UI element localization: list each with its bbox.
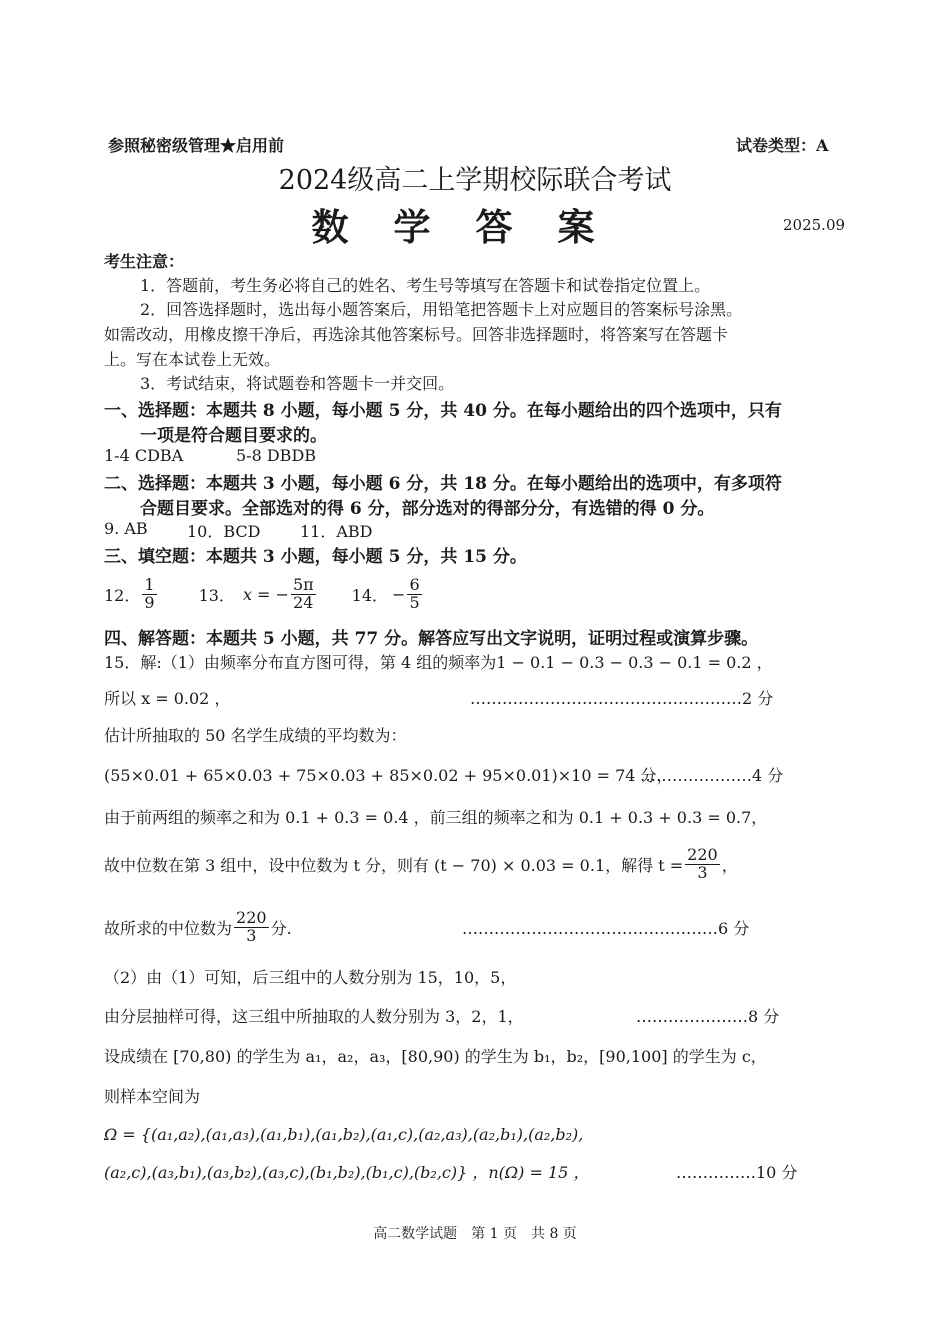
q13-lhs: x = − xyxy=(242,584,289,604)
notice-item-1: 1．答题前，考生务必将自己的姓名、考生号等填写在答题卡和试卷指定位置上。 xyxy=(140,276,711,295)
q12-denominator: 9 xyxy=(144,592,155,612)
q13-numerator: 5π xyxy=(292,574,314,594)
section-1-heading-cont: 一项是符合题目要求的。 xyxy=(140,426,327,446)
q13-fraction xyxy=(291,574,316,612)
median-denominator: 3 xyxy=(697,862,708,882)
subject-title: 数 学 答 案 xyxy=(311,205,599,249)
notice-label: 考生注意： xyxy=(104,252,185,271)
q15-score-10: ……………10 分 xyxy=(676,1163,798,1182)
q15-score-4: …………………4 分 xyxy=(640,766,784,785)
q15-part-2-line-4: 则样本空间为 xyxy=(104,1087,201,1106)
q15-line-5: 由于前两组的频率之和为 0.1 + 0.3 = 0.4 ，前三组的频率之和为 0.1 + 0.3 + 0.3 = 0.7， xyxy=(104,808,768,827)
notice-item-2-line-3: 上。写在本试卷上无效。 xyxy=(104,350,281,369)
q13-label: 13． xyxy=(198,585,235,605)
exam-date: 2025.09 xyxy=(783,216,846,234)
q14-label: 14． xyxy=(351,585,389,605)
median-fraction xyxy=(685,844,720,882)
q15-line-7-end: 分. xyxy=(270,918,292,938)
q15-line-6 xyxy=(104,840,738,888)
median-numerator: 220 xyxy=(687,844,718,864)
page-footer: 高二数学试题 第 1 页 共 8 页 xyxy=(373,1226,577,1242)
q14-fraction xyxy=(407,574,421,612)
section-4-heading: 四、解答题：本题共 5 小题，共 77 分。解答应写出文字说明，证明过程或演算步骤。 xyxy=(104,629,759,649)
q15-line-1: 15．解:（1）由频率分布直方图可得，第 4 组的频率为1 − 0.1 − 0.3 − 0.3 − 0.1 = 0.2 ， xyxy=(104,653,773,672)
q15-line-6-text: 故中位数在第 3 组中，设中位数为 t 分，则有 (t − 70) × 0.03 = 0.1，解得 t = xyxy=(104,855,684,875)
q12-numerator: 1 xyxy=(144,574,155,594)
answer-q9: 9. AB xyxy=(104,519,148,538)
q14-denominator: 5 xyxy=(409,592,420,612)
section-1-answers-5-8: 5-8 DBDB xyxy=(236,446,317,465)
q14-sign: − xyxy=(392,584,406,604)
section-1-heading: 一、选择题：本题共 8 小题，每小题 5 分，共 40 分。在每小题给出的四个选项中，只有 xyxy=(104,401,782,421)
answer-q10: 10．BCD xyxy=(187,522,261,541)
q15-part-2-line-3: 设成绩在 [70,80) 的学生为 a₁，a₂，a₃，[80,90) 的学生为 b₁，b₂，[90,100] 的学生为 c， xyxy=(104,1047,767,1066)
q13-denominator: 24 xyxy=(293,592,314,612)
section-3-heading: 三、填空题：本题共 3 小题，每小题 5 分，共 15 分。 xyxy=(104,547,527,567)
secrecy-label: 参照秘密级管理★启用前 xyxy=(108,136,285,155)
q15-part-2-line-2: 由分层抽样可得，这三组中所抽取的人数分别为 3，2，1， xyxy=(104,1007,524,1026)
q15-line-7 xyxy=(104,903,292,951)
q12-fraction xyxy=(142,574,156,612)
fill-in-answers xyxy=(104,570,424,618)
q15-line-2: 所以 x = 0.02 ， xyxy=(104,689,231,708)
section-1-answers-1-4: 1-4 CDBA xyxy=(104,446,184,465)
notice-item-3: 3．考试结束，将试题卷和答题卡一并交回。 xyxy=(140,374,455,393)
q15-part-2-line-1: （2）由（1）可知，后三组中的人数分别为 15，10，5， xyxy=(104,968,517,987)
q12-label: 12． xyxy=(104,585,141,605)
q15-score-6: …………………………………………6 分 xyxy=(462,919,750,938)
paper-type: 试卷类型：A xyxy=(736,136,829,155)
section-2-heading-cont: 合题目要求。全部选对的得 6 分，部分选对的得部分分，有选错的得 0 分。 xyxy=(140,499,715,519)
sample-space-line-2: (a₂,c),(a₃,b₁),(a₃,b₂),(a₃,c),(b₁,b₂),(b₁,c),(b₂,c)} ，n(Ω) = 15 ， xyxy=(104,1163,590,1182)
section-2-heading: 二、选择题：本题共 3 小题，每小题 6 分，共 18 分。在每小题给出的选项中，有多项符 xyxy=(104,474,782,494)
sample-space-line-1: Ω = {(a₁,a₂),(a₁,a₃),(a₁,b₁),(a₁,b₂),(a₁,c),(a₂,a₃),(a₂,b₁),(a₂,b₂), xyxy=(104,1125,584,1144)
q15-score-2: ……………………………………………2 分 xyxy=(470,689,774,708)
median-result-fraction xyxy=(234,907,269,945)
median-result-denominator: 3 xyxy=(246,925,257,945)
notice-item-2-line-2: 如需改动，用橡皮擦干净后，再选涂其他答案标号。回答非选择题时，将答案写在答题卡 xyxy=(104,325,729,344)
q15-line-4: (55×0.01 + 65×0.03 + 75×0.03 + 85×0.02 + 95×0.01)×10 = 74 分， xyxy=(104,766,673,785)
q15-line-3: 估计所抽取的 50 名学生成绩的平均数为： xyxy=(104,726,407,745)
q14-numerator: 6 xyxy=(409,574,420,594)
q15-line-6-end: ， xyxy=(721,855,738,875)
exam-title: 2024级高二上学期校际联合考试 xyxy=(278,165,672,196)
q15-line-7-text: 故所求的中位数为 xyxy=(104,918,233,938)
answer-q11: 11．ABD xyxy=(300,522,373,541)
notice-item-2-line-1: 2．回答选择题时，选出每小题答案后，用铅笔把答题卡上对应题目的答案标号涂黑。 xyxy=(140,300,743,319)
q15-score-8: …………………8 分 xyxy=(636,1007,780,1026)
median-result-numerator: 220 xyxy=(236,907,267,927)
